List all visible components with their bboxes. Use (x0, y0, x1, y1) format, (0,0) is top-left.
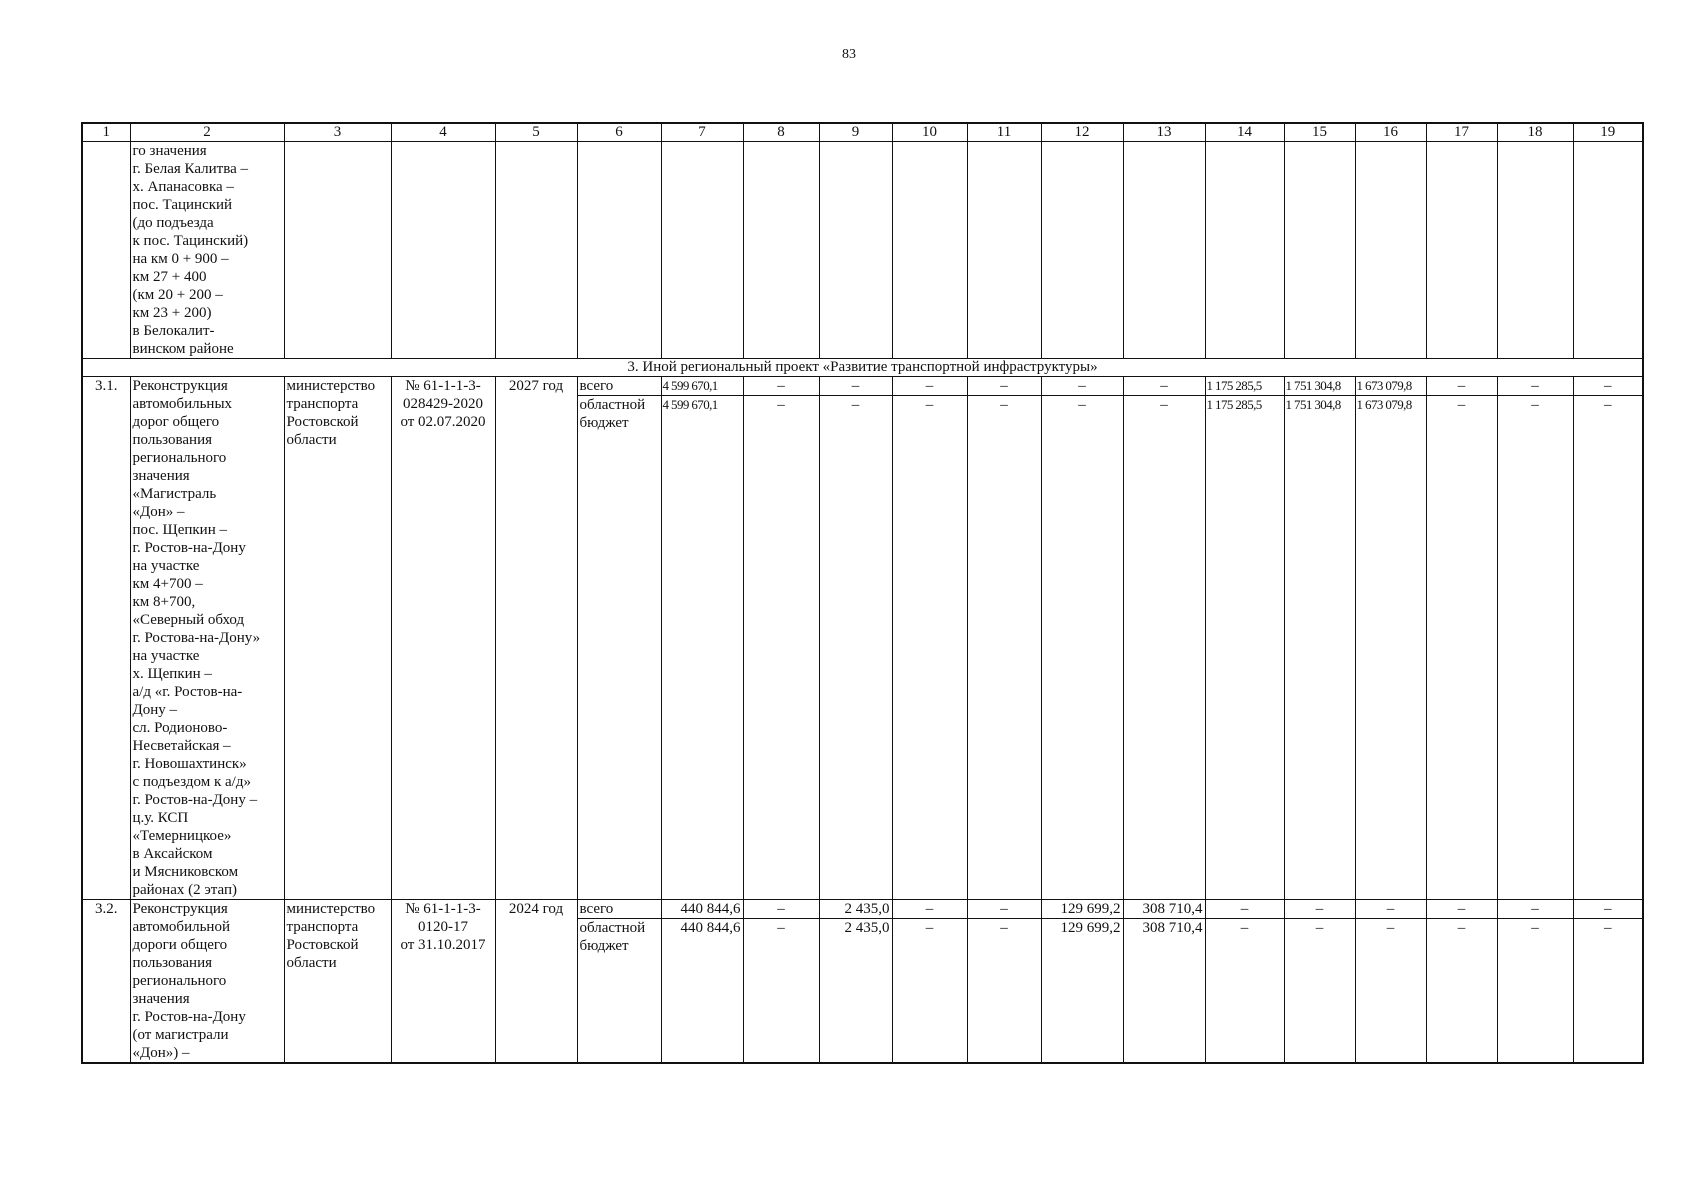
value-cell: 308 710,4 (1123, 900, 1205, 919)
value-cell: – (743, 377, 819, 396)
value-cell: – (967, 900, 1041, 919)
executor: министерство транспорта Ростовской области (284, 377, 391, 900)
value-cell: – (1205, 900, 1284, 919)
header-cell: 8 (743, 123, 819, 142)
header-cell: 13 (1123, 123, 1205, 142)
header-cell: 4 (391, 123, 495, 142)
value-cell: – (1573, 919, 1643, 1064)
header-cell: 2 (130, 123, 284, 142)
header-cell: 15 (1284, 123, 1355, 142)
header-cell: 12 (1041, 123, 1123, 142)
value-cell: – (1426, 900, 1497, 919)
value-cell: – (892, 396, 967, 900)
value-cell: – (967, 377, 1041, 396)
funding-source: всего (577, 377, 661, 396)
value-cell: 1 673 079,8 (1355, 377, 1426, 396)
value-cell: 1 175 285,5 (1205, 396, 1284, 900)
header-cell: 17 (1426, 123, 1497, 142)
value-cell: – (1355, 900, 1426, 919)
document-number: № 61-1-1-3- 028429-2020 от 02.07.2020 (391, 377, 495, 900)
header-cell: 11 (967, 123, 1041, 142)
completion-year: 2027 год (495, 377, 577, 900)
value-cell: 2 435,0 (819, 900, 892, 919)
value-cell: – (967, 919, 1041, 1064)
header-cell: 6 (577, 123, 661, 142)
object-name: Реконструкция автомобильной дороги общего пользования регионального значения г. Ростов-на-Дону (от магистрали «Дон») – (130, 900, 284, 1064)
value-cell: – (1573, 377, 1643, 396)
value-cell: 1 175 285,5 (1205, 377, 1284, 396)
executor: министерство транспорта Ростовской области (284, 900, 391, 1064)
page-number: 83 (842, 47, 856, 62)
value-cell: – (1284, 900, 1355, 919)
table-row (82, 900, 1643, 919)
value-cell: – (1041, 396, 1123, 900)
header-cell: 9 (819, 123, 892, 142)
section-title: 3. Иной региональный проект «Развитие транспортной инфраструктуры» (82, 359, 1643, 377)
value-cell: – (1497, 377, 1573, 396)
value-cell: 4 599 670,1 (661, 377, 743, 396)
row-number: 3.2. (82, 900, 130, 1064)
header-cell: 10 (892, 123, 967, 142)
section-row (82, 359, 1643, 377)
value-cell: – (1497, 919, 1573, 1064)
value-cell: – (1497, 900, 1573, 919)
value-cell: 440 844,6 (661, 900, 743, 919)
continuation-name: го значения г. Белая Калитва – х. Апанасовка – пос. Тацинский (до подъезда к пос. Тацинский) на км 0 + 900 – км 27 + 400 (км 20 + 200 – км 23 + 200) в Белокалит- винском районе (130, 142, 284, 359)
value-cell: – (743, 900, 819, 919)
value-cell: 129 699,2 (1041, 900, 1123, 919)
value-cell: – (1123, 396, 1205, 900)
value-cell: 308 710,4 (1123, 919, 1205, 1064)
header-cell: 16 (1355, 123, 1426, 142)
header-cell: 18 (1497, 123, 1573, 142)
value-cell: – (1041, 377, 1123, 396)
header-cell: 1 (82, 123, 130, 142)
value-cell: – (1205, 919, 1284, 1064)
value-cell: – (1497, 396, 1573, 900)
value-cell: 129 699,2 (1041, 919, 1123, 1064)
value-cell: – (819, 377, 892, 396)
value-cell: 440 844,6 (661, 919, 743, 1064)
value-cell: – (1573, 900, 1643, 919)
funding-source: областной бюджет (577, 396, 661, 900)
header-cell: 5 (495, 123, 577, 142)
value-cell: – (967, 396, 1041, 900)
header-row (82, 123, 1643, 142)
value-cell: – (1426, 396, 1497, 900)
value-cell: 2 435,0 (819, 919, 892, 1064)
budget-table (81, 122, 1644, 1064)
value-cell: – (892, 919, 967, 1064)
document-number: № 61-1-1-3- 0120-17 от 31.10.2017 (391, 900, 495, 1064)
value-cell: – (819, 396, 892, 900)
value-cell: – (743, 396, 819, 900)
header-cell: 7 (661, 123, 743, 142)
value-cell: – (1426, 377, 1497, 396)
value-cell: – (1123, 377, 1205, 396)
value-cell: – (1284, 919, 1355, 1064)
value-cell: 4 599 670,1 (661, 396, 743, 900)
completion-year: 2024 год (495, 900, 577, 1064)
object-name: Реконструкция автомобильных дорог общего пользования регионального значения «Магистраль «Дон» – пос. Щепкин – г. Ростов-на-Дону на участке км 4+700 – км 8+700, «Северный обход г. Ростова-на-Дону» на участке х. Щепкин – а/д «г. Ростов-на- Дону – сл. Родионово- Несветайская – г. Новошахтинск» с подъездом к а/д» г. Ростов-на-Дону – ц.у. КСП «Темерницкое» в Аксайском и Мясниковском районах (2 этап) (130, 377, 284, 900)
header-cell: 3 (284, 123, 391, 142)
header-cell: 19 (1573, 123, 1643, 142)
value-cell: – (1573, 396, 1643, 900)
value-cell: – (1355, 919, 1426, 1064)
value-cell: – (1426, 919, 1497, 1064)
value-cell: – (743, 919, 819, 1064)
value-cell: 1 751 304,8 (1284, 377, 1355, 396)
value-cell: 1 673 079,8 (1355, 396, 1426, 900)
funding-source: всего (577, 900, 661, 919)
value-cell: – (892, 377, 967, 396)
row-number: 3.1. (82, 377, 130, 900)
table-row (82, 377, 1643, 396)
value-cell: – (892, 900, 967, 919)
header-cell: 14 (1205, 123, 1284, 142)
value-cell: 1 751 304,8 (1284, 396, 1355, 900)
funding-source: областной бюджет (577, 919, 661, 1064)
continuation-row (82, 142, 1643, 359)
